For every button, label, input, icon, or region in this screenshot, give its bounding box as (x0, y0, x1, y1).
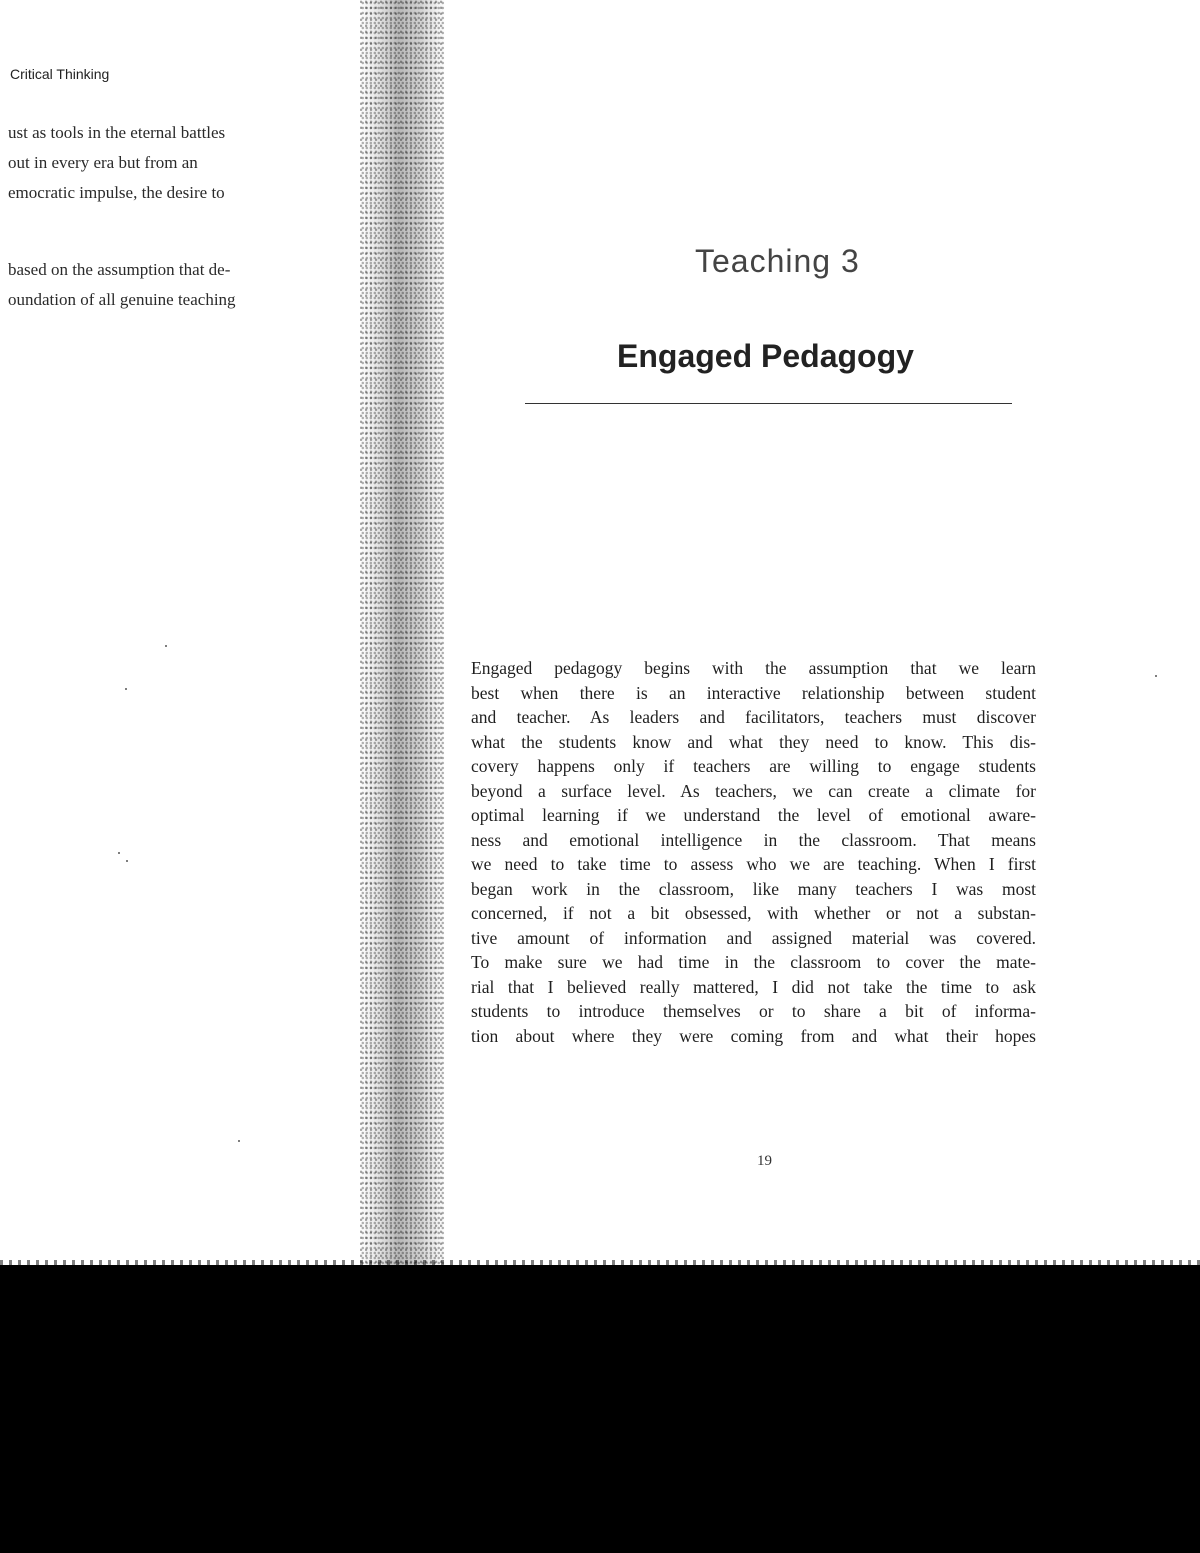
left-page-line: oundation of all genuine teaching (8, 290, 236, 309)
body-paragraph (471, 656, 1036, 1048)
scan-speck (126, 860, 128, 862)
scan-speck (165, 645, 167, 647)
left-page-line: out in every era but from an (8, 153, 198, 172)
left-page-line: based on the assumption that de- (8, 260, 231, 279)
body-line: ness and emotional intelligence in the classroom. That means (471, 829, 1036, 850)
chapter-title: Engaged Pedagogy (617, 338, 914, 374)
body-line: students to introduce themselves or to share a bit of informa- (471, 1001, 1036, 1021)
body-line: tive amount of information and assigned material was covered. (471, 927, 1036, 948)
left-page-line: emocratic impulse, the desire to (8, 183, 225, 202)
body-line: concerned, if not a bit obsessed, with whether or not a substan- (471, 903, 1036, 923)
body-line: optimal learning if we understand the level of emotional aware- (471, 805, 1036, 825)
body-line: what the students know and what they need to know. This dis- (471, 731, 1036, 752)
body-line: rial that I believed really mattered, I did not take the time to ask (471, 976, 1036, 997)
body-line: covery happens only if teachers are willing to engage students (471, 756, 1036, 776)
body-line: began work in the classroom, like many teachers I was most (471, 878, 1036, 899)
scan-speck (125, 688, 127, 690)
title-rule (525, 403, 1012, 404)
left-page-line: ust as tools in the eternal battles (8, 123, 226, 142)
body-line: we need to take time to assess who we are teaching. When I first (471, 854, 1036, 874)
body-line: tion about where they were coming from and what their hopes (471, 1025, 1036, 1046)
scan-speck (238, 1140, 240, 1142)
scan-speck (1155, 675, 1157, 677)
body-line: Engaged pedagogy begins with the assumption that we learn (471, 658, 1036, 678)
right-page (445, 0, 1200, 1265)
body-line: best when there is an interactive relationship between student (471, 682, 1036, 703)
left-page (0, 0, 370, 1265)
scanner-black-margin (0, 1265, 1200, 1553)
body-line: beyond a surface level. As teachers, we can create a climate for (471, 780, 1036, 801)
scan-speck (118, 852, 120, 854)
chapter-label: Teaching 3 (695, 243, 860, 279)
body-line: To make sure we had time in the classroom to cover the mate- (471, 952, 1036, 972)
page-number: 19 (757, 1153, 772, 1169)
running-header: Critical Thinking (10, 66, 110, 82)
body-line: and teacher. As leaders and facilitators, teachers must discover (471, 707, 1036, 727)
book-gutter-shadow (360, 0, 445, 1270)
